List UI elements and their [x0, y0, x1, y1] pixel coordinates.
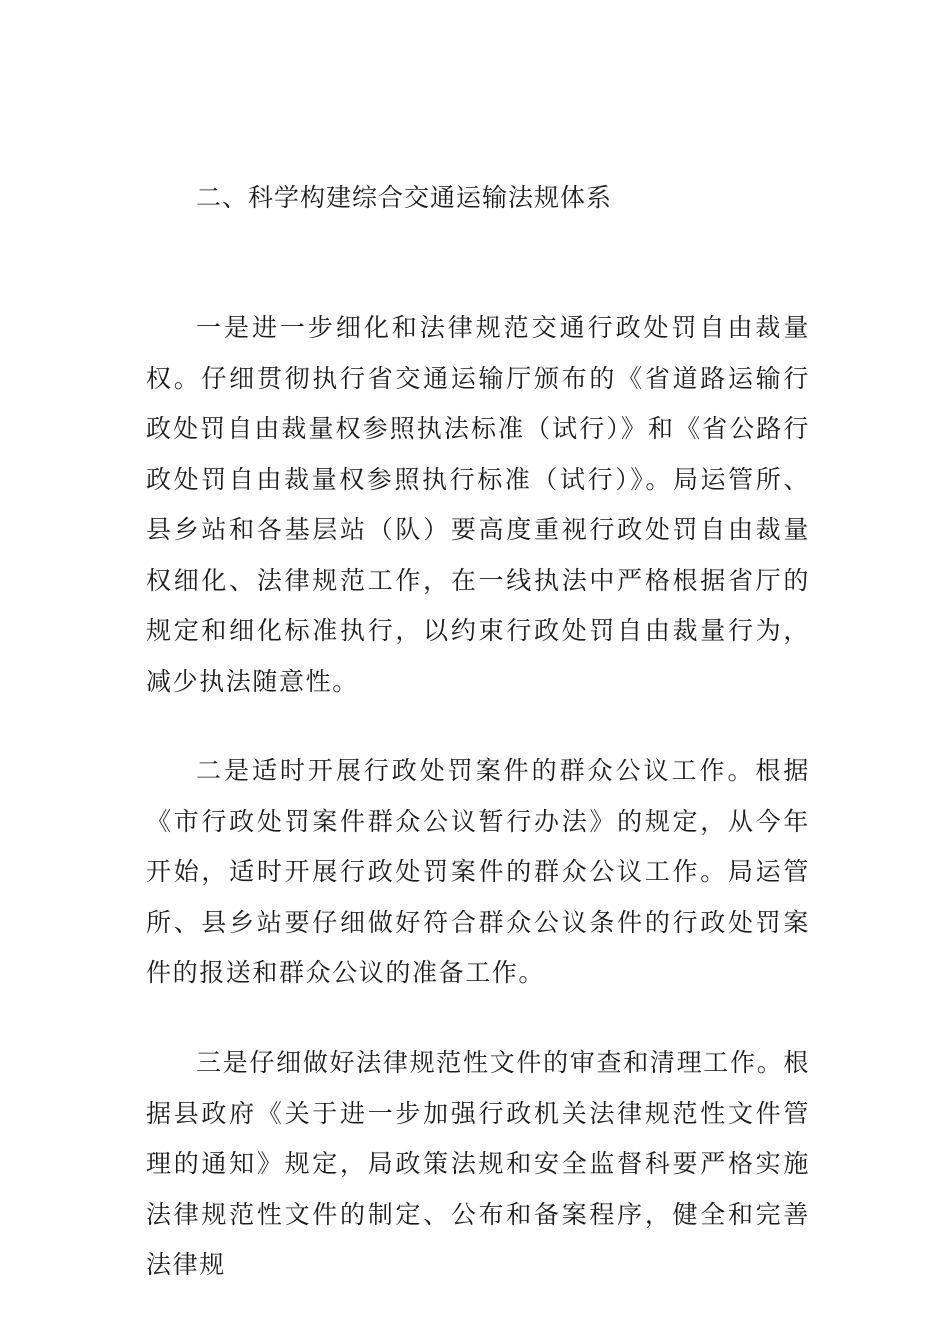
- paragraph-1: 一是进一步细化和法律规范交通行政处罚自由裁量权。仔细贯彻执行省交通运输厅颁布的《省道路运输行政处罚自由裁量权参照执法标准（试行）》和《省公路行政处罚自由裁量权参照执行标准（试行）》。局运管所、县乡站和各基层站（队）要高度重视行政处罚自由裁量权细化、法律规范工作，在一线执法中严格根据省厅的规定和细化标准执行，以约束行政处罚自由裁量行为，减少执法随意性。: [146, 313, 810, 696]
- paragraph-3: 三是仔细做好法律规范性文件的审查和清理工作。根据县政府《关于进一步加强行政机关法律规范性文件管理的通知》规定，局政策法规和安全监督科要严格实施法律规范性文件的制定、公布和备案程序，健全和完善法律规: [146, 1048, 810, 1279]
- section-heading: 二、科学构建综合交通运输法规体系: [196, 183, 613, 212]
- paragraph-2: 二是适时开展行政处罚案件的群众公议工作。根据《市行政处罚案件群众公议暂行办法》的规定，从今年开始，适时开展行政处罚案件的群众公议工作。局运管所、县乡站要仔细做好符合群众公议条件的行政处罚案件的报送和群众公议的准备工作。: [146, 756, 810, 987]
